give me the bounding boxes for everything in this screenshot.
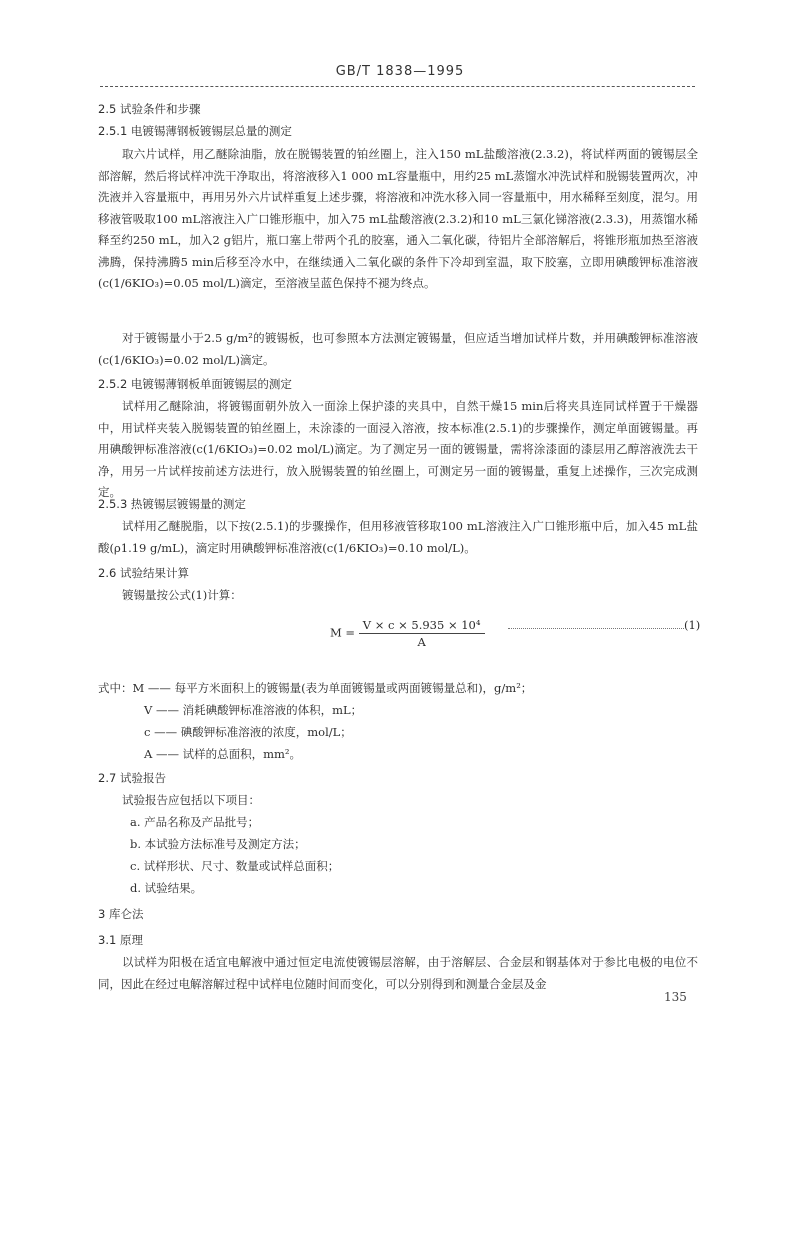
report-intro: 试验报告应包括以下项目： bbox=[122, 793, 260, 807]
formula-fraction bbox=[359, 618, 485, 649]
section-2-7-title: 2.7 试验报告 bbox=[98, 771, 166, 785]
formula-intro: 镀锡量按公式(1)计算： bbox=[122, 588, 242, 602]
running-header: GB/T 1838—1995 bbox=[335, 64, 465, 79]
section-2-5-2-paragraph: 试样用乙醚除油，将镀锡面朝外放入一面涂上保护漆的夹具中，自然干燥15 min后将夹具连同试样置于干燥器中，用试样夹装入脱锡装置的铂丝圈上，未涂漆的一面浸入溶液，按本标准(2.5.1)的步骤操作，测定单面镀锡量。再用碘酸钾标准溶液(c(1/6KIO₃)=0.02 mol/L)滴定。为了测定另一面的镀锡量，需将涂漆面的漆层用乙醇溶液洗去干净，用另一片试样按前述方法进行，放入脱锡装置的铂丝圈上，可测定另一面的镀锡量，重复上述操作，三次完成测定。 bbox=[98, 399, 698, 499]
formula-number: (1) bbox=[684, 618, 701, 632]
section-2-6-title: 2.6 试验结果计算 bbox=[98, 566, 189, 580]
header-rule bbox=[100, 86, 695, 87]
where-line-m: 式中：M —— 每平方米面积上的镀锡量(表为单面镀锡量或两面镀锡量总和)，g/m²； bbox=[98, 681, 533, 695]
where-line-c: c —— 碘酸钾标准溶液的浓度，mol/L； bbox=[144, 725, 352, 739]
formula-denominator: A bbox=[417, 635, 426, 649]
formula-lhs: M = bbox=[330, 625, 356, 640]
report-item-b: b. 本试验方法标准号及测定方法； bbox=[130, 837, 306, 851]
formula-1 bbox=[330, 618, 485, 649]
report-item-c: c. 试样形状、尺寸、数量或试样总面积； bbox=[130, 859, 340, 873]
section-2-5-3-paragraph: 试样用乙醚脱脂，以下按(2.5.1)的步骤操作，但用移液管移取100 mL溶液注入广口锥形瓶中后，加入45 mL盐酸(ρ1.19 g/mL)，滴定时用碘酸钾标准溶液(c(1/6KIO₃)=0.10 mol/L)。 bbox=[98, 519, 698, 555]
page-number: 135 bbox=[664, 990, 687, 1004]
section-2-5-1-paragraph-1: 取六片试样，用乙醚除油脂，放在脱锡装置的铂丝圈上，注入150 mL盐酸溶液(2.3.2)，将试样两面的镀锡层全部溶解，然后将试样冲洗干净取出，将溶液移入1 000 mL容量瓶中，用约25 mL蒸馏水冲洗试样和脱锡装置两次，冲洗液并入容量瓶中，再用另外六片试样重复上述步骤，将溶液和冲洗水移入同一容量瓶中，用水稀释至刻度，混匀。用移液管吸取100 mL溶液注入广口锥形瓶中，加入75 mL盐酸溶液(2.3.2)和10 mL三氯化锑溶液(2.3.3)，用蒸馏水稀释至约250 mL，加入2 g铝片，瓶口塞上带两个孔的胶塞，通入二氧化碳，待铝片全部溶解后，将锥形瓶加热至溶液沸腾，保持沸腾5 min后移至冷水中，在继续通入二氧化碳的条件下冷却到室温，取下胶塞，立即用碘酸钾标准溶液(c(1/6KIO₃)=0.05 mol/L)滴定，至溶液呈蓝色保持不褪为终点。 bbox=[98, 147, 698, 290]
section-2-5-3-title: 2.5.3 热镀锡层镀锡量的测定 bbox=[98, 497, 246, 511]
section-2-5-title: 2.5 试验条件和步骤 bbox=[98, 102, 201, 116]
section-2-5-1-paragraph-2: 对于镀锡量小于2.5 g/m²的镀锡板，也可参照本方法测定镀锡量，但应适当增加试样片数，并用碘酸钾标准溶液(c(1/6KIO₃)=0.02 mol/L)滴定。 bbox=[98, 331, 698, 367]
section-3-1-paragraph: 以试样为阳极在适宜电解液中通过恒定电流使镀锡层溶解，由于溶解层、合金层和钢基体对于参比电极的电位不同，因此在经过电解溶解过程中试样电位随时间而变化，可以分别得到和测量合金层及金 bbox=[98, 955, 698, 991]
formula-leader-dots bbox=[508, 628, 684, 629]
report-item-d: d. 试验结果。 bbox=[130, 881, 203, 895]
where-line-v: V —— 消耗碘酸钾标准溶液的体积，mL； bbox=[144, 703, 363, 717]
section-2-5-1-title: 2.5.1 电镀锡薄钢板镀锡层总量的测定 bbox=[98, 124, 292, 138]
section-2-5-2-title: 2.5.2 电镀锡薄钢板单面镀锡层的测定 bbox=[98, 377, 292, 391]
section-3-title: 3 库仑法 bbox=[98, 907, 144, 921]
report-item-a: a. 产品名称及产品批号； bbox=[130, 815, 260, 829]
where-line-a: A —— 试样的总面积，mm²。 bbox=[144, 747, 302, 761]
formula-numerator: V × c × 5.935 × 10⁴ bbox=[359, 618, 485, 634]
section-3-1-title: 3.1 原理 bbox=[98, 933, 143, 947]
